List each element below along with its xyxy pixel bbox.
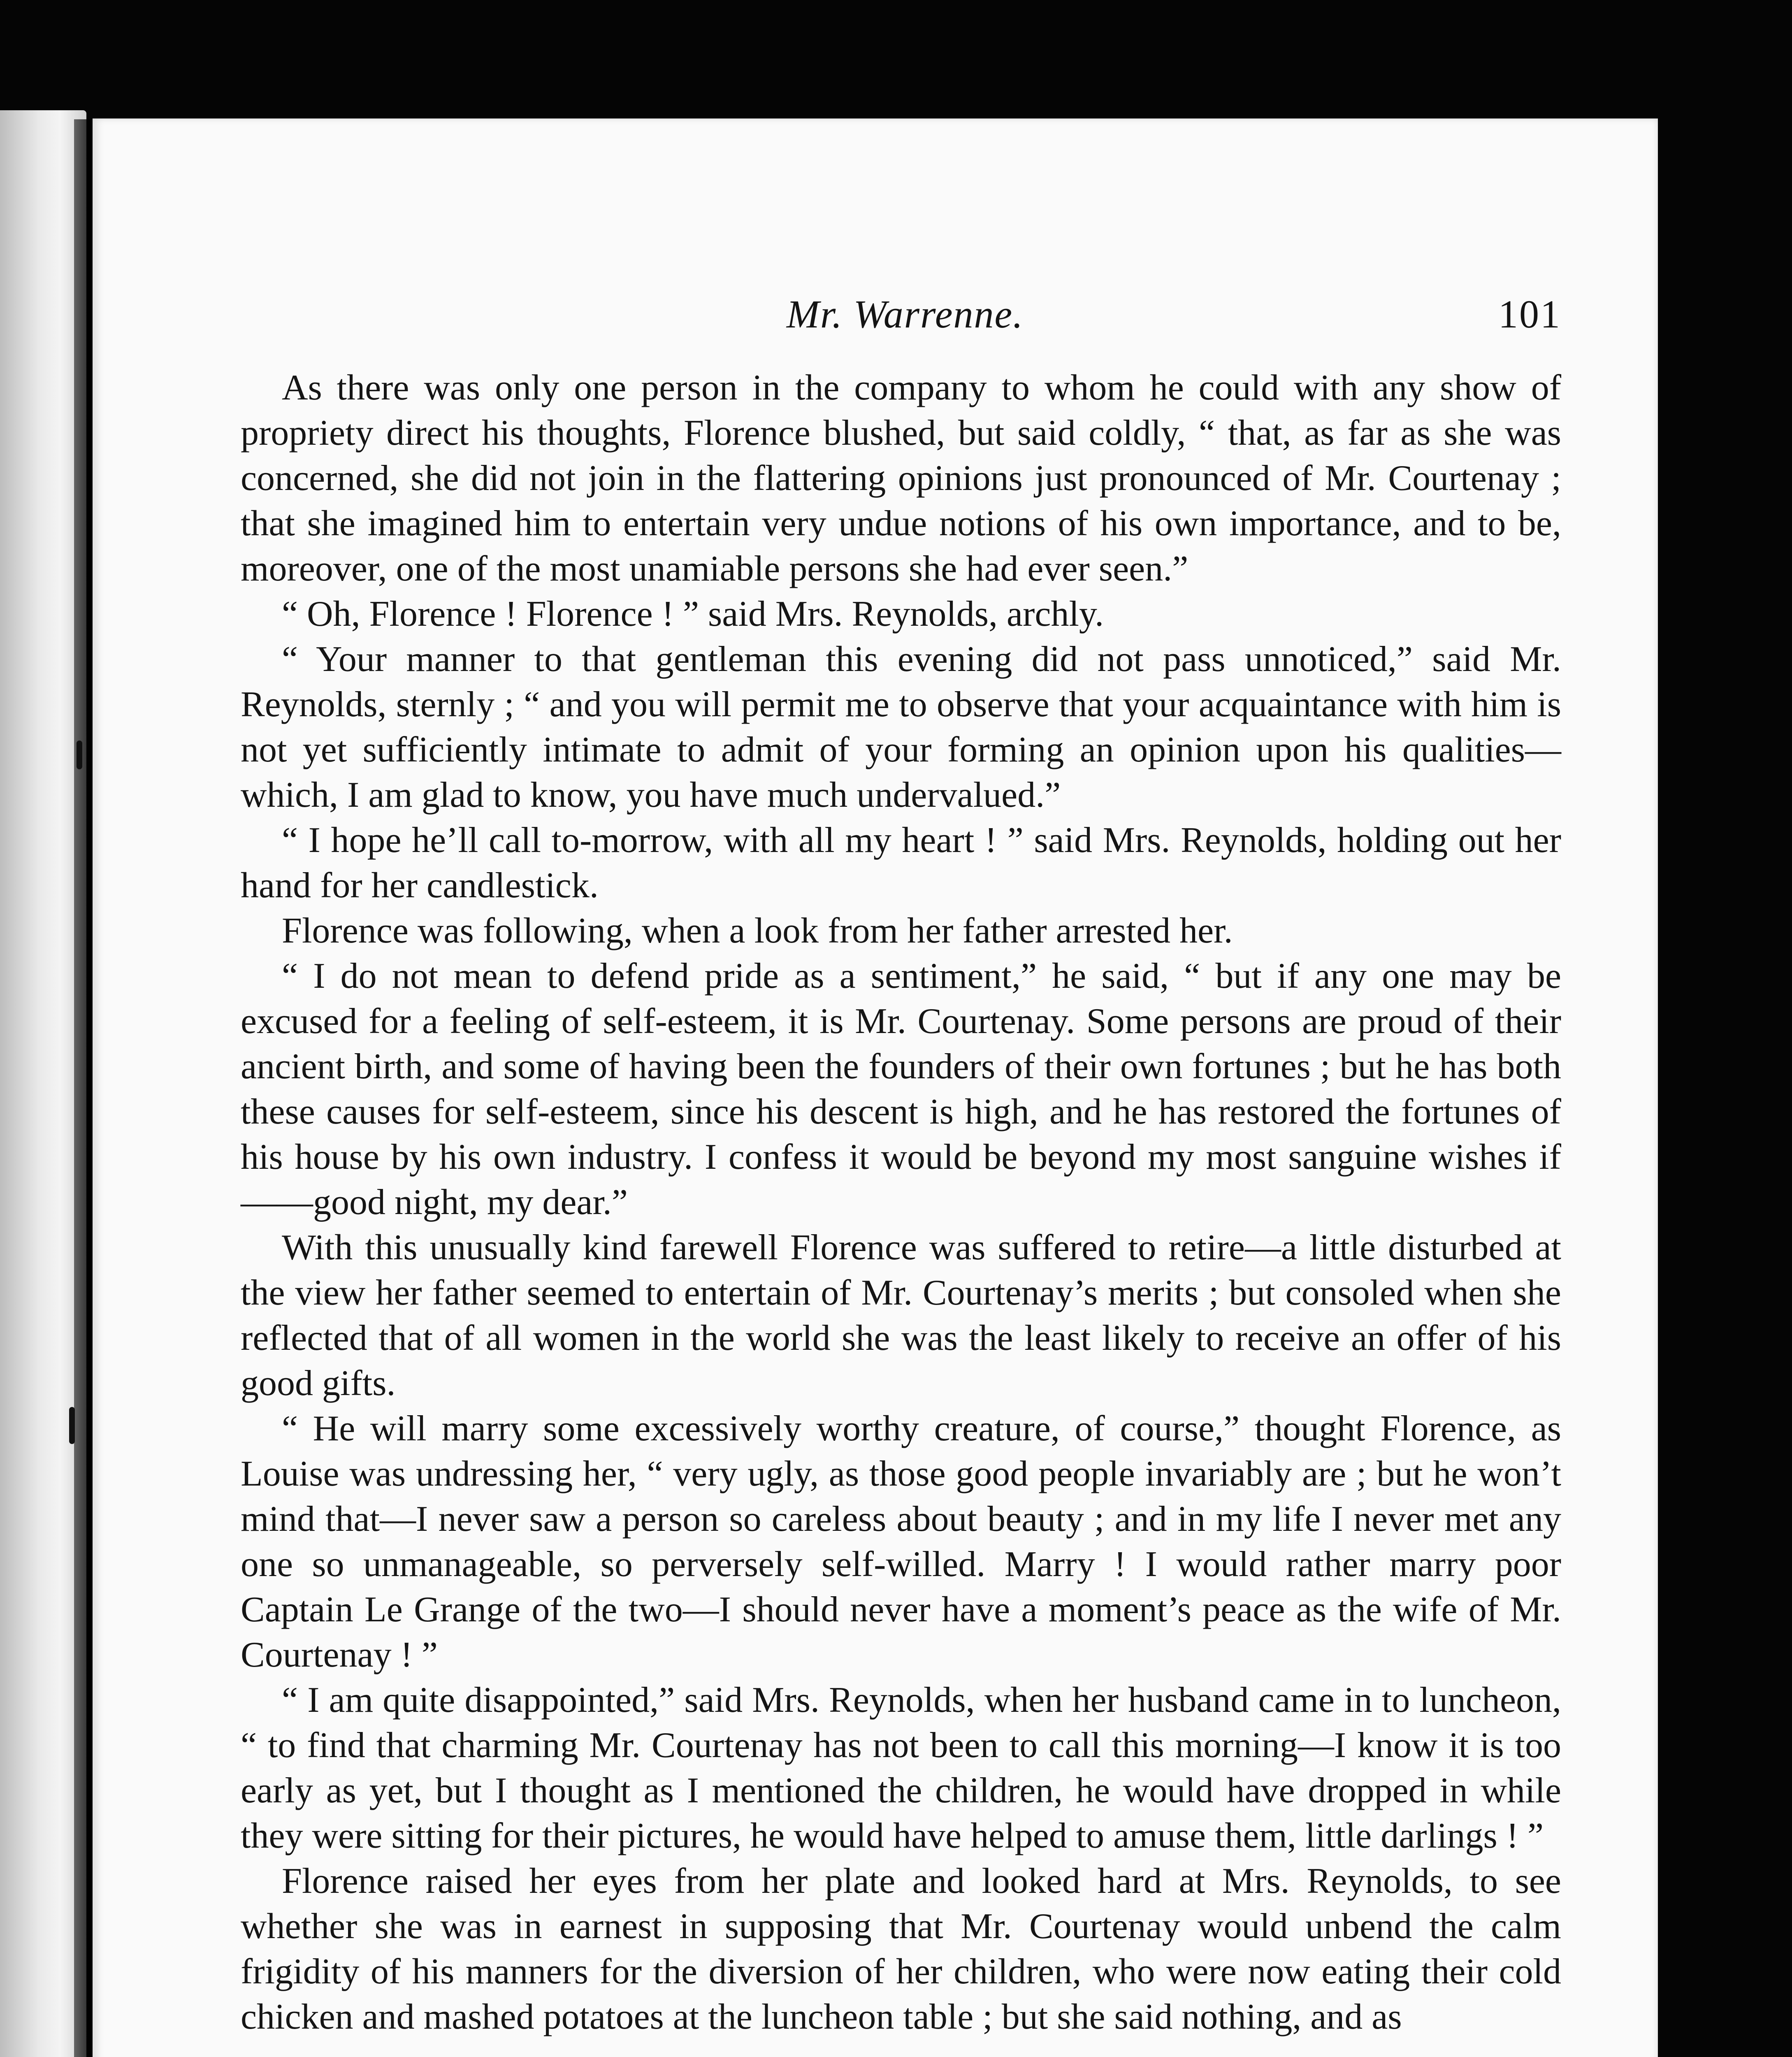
page-header [249, 291, 1561, 357]
paragraph: With this unusually kind farewell Florence was suffered to retire—a little disturbed at the view her father seemed to entertain of Mr. Courtenay’s merits ; but consoled when she reflected that of all women in the world she was the least likely to receive an offer of his good gifts. [241, 1228, 1561, 1403]
paragraph: “ He will marry some excessively worthy creature, of course,” thought Florence, as Louise was undressing her, “ very ugly, as those good people invariably are ; but he won’t mind that—I never saw a person so careless about beauty ; and in my life I never met any one so unmanageable, so perversely self-willed. Marry ! I would rather marry poor Captain Le Grange of the two—I should never have a moment’s peace as the wife of Mr. Courtenay ! ” [241, 1409, 1561, 1675]
body-text [241, 365, 1561, 2040]
paragraph: Florence raised her eyes from her plate and looked hard at Mrs. Reynolds, to see whether she was in earnest in supposing that Mr. Courtenay would unbend the calm frigidity of his manners for the diversion of her children, who were now eating their cold chicken and mashed potatoes at the luncheon table ; but she said nothing, and as [241, 1861, 1561, 2037]
paragraph: “ Oh, Florence ! Florence ! ” said Mrs. Reynolds, archly. [282, 594, 1104, 634]
running-title: Mr. Warrenne. [786, 292, 1024, 336]
paragraph: As there was only one person in the company to whom he could with any show of propriety direct his thoughts, Florence blushed, but said coldly, “ that, as far as she was concerned, she did not join in the flattering opinions just pronounced of Mr. Courtenay ; that she imagined him to entertain very undue notions of his own importance, and to be, moreover, one of the most unamiable persons she had ever seen.” [241, 368, 1561, 589]
margin-mark [77, 741, 82, 769]
paragraph: “ I am quite disappointed,” said Mrs. Reynolds, when her husband came in to luncheon, “ to find that charming Mr. Courtenay has not been to call this morning—I know it is too early as yet, but I thought as I mentioned the children, he would have dropped in while they were sitting for their pictures, he would have helped to amuse them, little darlings ! ” [241, 1680, 1561, 1856]
paragraph: “ Your manner to that gentleman this evening did not pass unnoticed,” said Mr. Reynolds, sternly ; “ and you will permit me to observe that your acquaintance with him is not yet sufficiently intimate to admit of your forming an opinion upon his qualities—which, I am glad to know, you have much undervalued.” [241, 639, 1561, 815]
margin-mark [69, 1407, 75, 1444]
paragraph: Florence was following, when a look from her father arrested her. [282, 911, 1233, 951]
page-number: 101 [1498, 292, 1561, 336]
book-page [93, 118, 1658, 2057]
paragraph: “ I hope he’ll call to-morrow, with all my heart ! ” said Mrs. Reynolds, holding out her hand for her candlestick. [241, 820, 1561, 905]
paragraph: “ I do not mean to defend pride as a sentiment,” he said, “ but if any one may be excused for a feeling of self-esteem, it is Mr. Courtenay. Some persons are proud of their ancient birth, and some of having been the founders of their own fortunes ; but he has both these causes for self-esteem, since his descent is high, and he has restored the fortunes of his house by his own industry. I confess it would be beyond my most sanguine wishes if——good night, my dear.” [241, 956, 1561, 1222]
facing-page-edge [0, 110, 86, 2057]
